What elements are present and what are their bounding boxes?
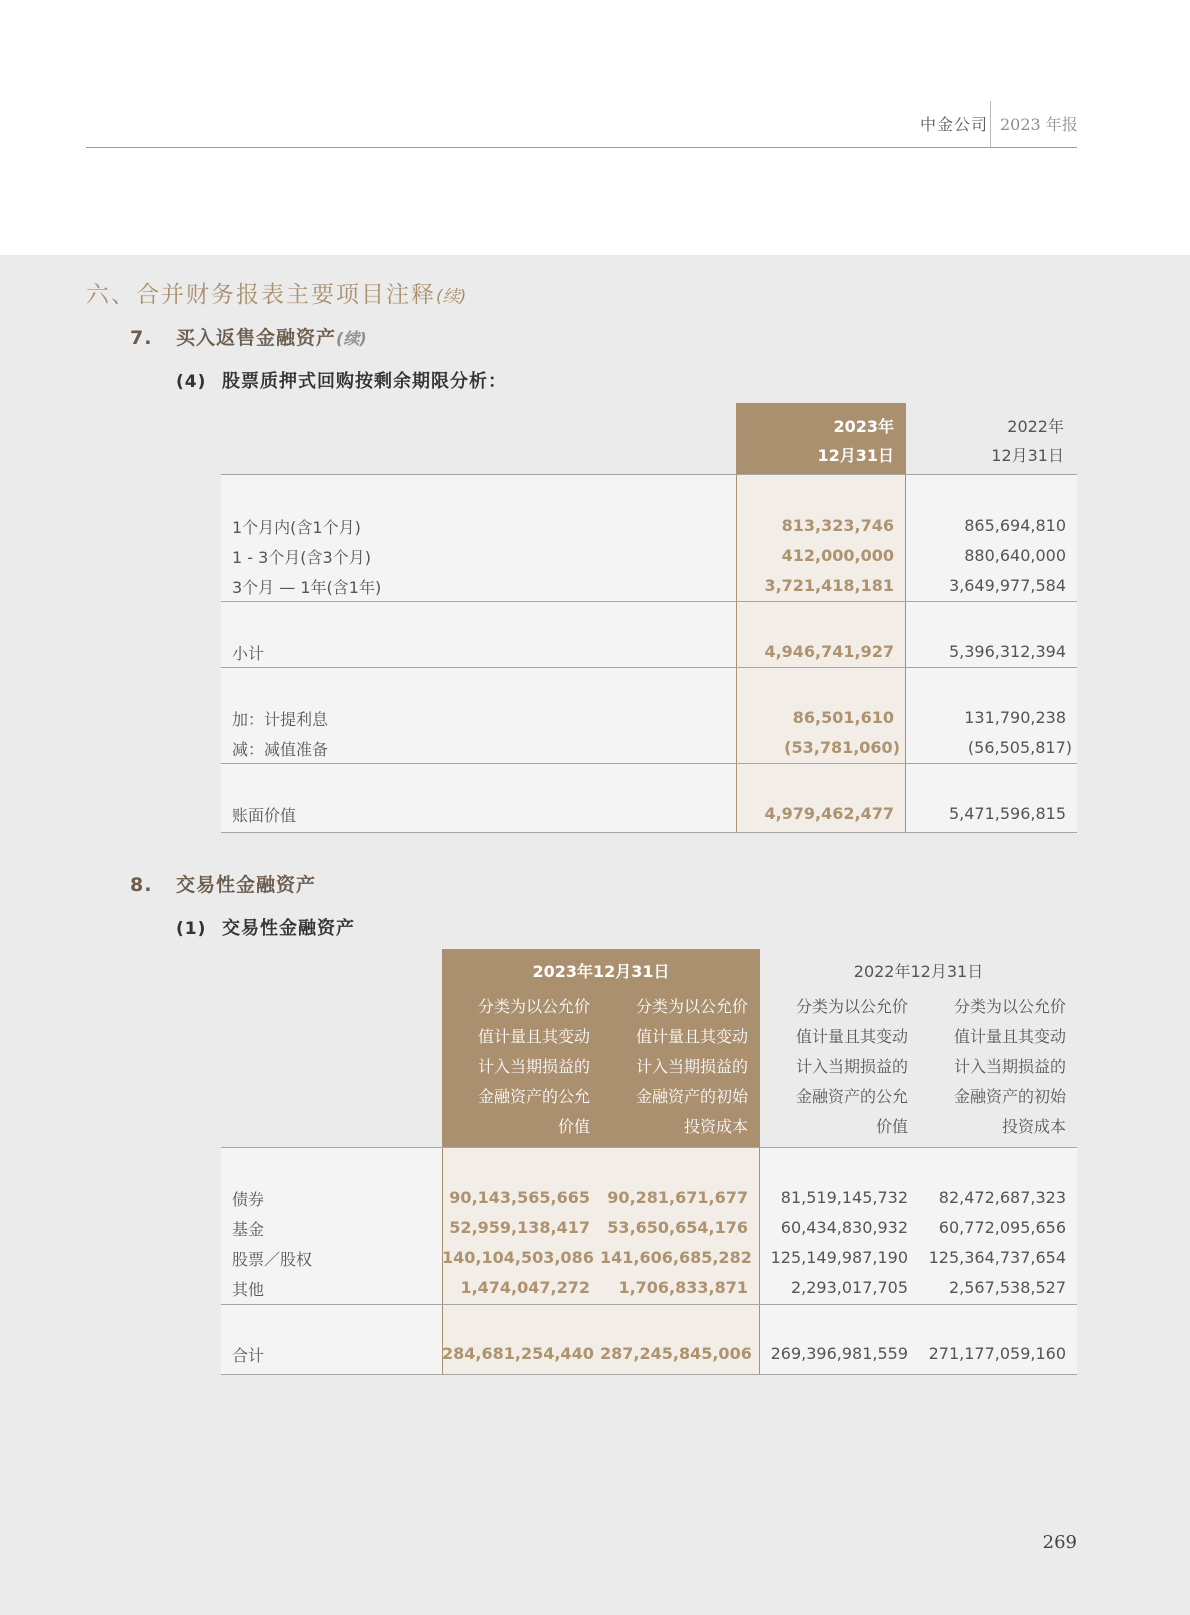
col-header-cost-2023: 分类为以公允价 (635, 997, 748, 1016)
value-2023: 412,000,000 (781, 546, 894, 565)
col-header-cost-2022: 投资成本 (1001, 1117, 1066, 1136)
col-header-cost-2023: 计入当期损益的 (635, 1057, 748, 1076)
col-header-2022-line1: 2022年 (1007, 417, 1064, 436)
cost-2023: 53,650,654,176 (607, 1218, 748, 1237)
value-2022: 131,790,238 (964, 708, 1066, 727)
col-header-2023-line1: 2023年 (833, 417, 894, 436)
value-2023: 86,501,610 (792, 708, 894, 727)
cost-2022: 271,177,059,160 (928, 1344, 1066, 1363)
table-rule (221, 1304, 1077, 1305)
table-rule (221, 667, 1077, 668)
cost-2022: 125,364,737,654 (928, 1248, 1066, 1267)
row-label: 加：计提利息 (232, 710, 329, 729)
row-label: 小计 (232, 644, 265, 663)
row-label: 基金 (232, 1220, 265, 1239)
header-report-title: 2023 年报 (1000, 115, 1078, 134)
cost-2023: 90,281,671,677 (607, 1188, 748, 1207)
note7-cont: (续) (336, 329, 367, 348)
value-2022: 880,640,000 (964, 546, 1066, 565)
row-label: 债券 (232, 1190, 265, 1209)
table-rule (221, 474, 1077, 475)
table-rule (221, 1374, 1077, 1375)
col-header-fv-2022: 计入当期损益的 (795, 1057, 908, 1076)
col-header-fv-2023: 值计量且其变动 (477, 1027, 590, 1046)
col-header-2023-line2: 12月31日 (817, 446, 894, 465)
cost-2023: 141,606,685,282 (600, 1248, 752, 1267)
value-2022: (56,505,817) (967, 738, 1072, 757)
table-rule (221, 763, 1077, 764)
note8-heading (130, 870, 316, 897)
fv-2023: 90,143,565,665 (449, 1188, 590, 1207)
cost-2022: 82,472,687,323 (938, 1188, 1066, 1207)
note7-heading (130, 323, 367, 350)
cost-2023: 287,245,845,006 (600, 1344, 752, 1363)
note8-sub-title: 交易性金融资产 (222, 918, 355, 939)
col-header-cost-2022: 计入当期损益的 (953, 1057, 1066, 1076)
row-label: 其他 (232, 1280, 265, 1299)
value-2023: 813,323,746 (781, 516, 894, 535)
col-header-cost-2022: 金融资产的初始 (953, 1087, 1066, 1106)
col-header-2022-line2: 12月31日 (991, 446, 1064, 465)
page-number: 269 (1042, 1532, 1077, 1553)
row-label: 1 - 3个月(含3个月) (232, 548, 371, 567)
col-header-fv-2022: 值计量且其变动 (795, 1027, 908, 1046)
col-header-cost-2022: 分类为以公允价 (953, 997, 1066, 1016)
row-label: 账面价值 (232, 806, 297, 825)
section-title (86, 276, 466, 309)
value-2022: 5,471,596,815 (948, 804, 1066, 823)
row-label: 合计 (232, 1346, 265, 1365)
note8-sub-heading (176, 914, 355, 940)
table-rule (221, 601, 1077, 602)
note8-number: 8. (130, 874, 153, 896)
fv-2022: 60,434,830,932 (780, 1218, 908, 1237)
fv-2022: 125,149,987,190 (770, 1248, 908, 1267)
fv-2022: 2,293,017,705 (790, 1278, 908, 1297)
value-2022: 865,694,810 (964, 516, 1066, 535)
cost-2023: 1,706,833,871 (618, 1278, 748, 1297)
note8-title: 交易性金融资产 (176, 874, 317, 896)
note8-sub-number: (1) (176, 919, 207, 939)
col-header-fv-2022: 分类为以公允价 (795, 997, 908, 1016)
value-2023: (53,781,060) (784, 738, 900, 757)
row-label: 减：减值准备 (232, 740, 329, 759)
group-header-2023: 2023年12月31日 (532, 962, 670, 981)
value-2023: 4,979,462,477 (764, 804, 894, 823)
col-header-fv-2022: 价值 (875, 1117, 908, 1136)
fv-2023: 140,104,503,086 (442, 1248, 594, 1267)
cost-2022: 2,567,538,527 (948, 1278, 1066, 1297)
note7-sub-heading (176, 367, 507, 393)
fv-2023: 1,474,047,272 (460, 1278, 590, 1297)
table-rule (221, 1147, 1077, 1148)
row-label: 1个月内(含1个月) (232, 518, 361, 537)
section-cont: (续) (436, 287, 467, 307)
col-header-cost-2022: 值计量且其变动 (953, 1027, 1066, 1046)
col-header-fv-2022: 金融资产的公允 (795, 1087, 908, 1106)
section-title-text: 六、合并财务报表主要项目注释 (86, 282, 436, 308)
value-2022: 3,649,977,584 (948, 576, 1066, 595)
value-2023: 4,946,741,927 (764, 642, 894, 661)
row-label: 3个月 — 1年(含1年) (232, 578, 382, 597)
col-header-cost-2023: 金融资产的初始 (635, 1087, 748, 1106)
table-rule (221, 832, 1077, 833)
fv-2023: 52,959,138,417 (449, 1218, 590, 1237)
col-header-fv-2023: 价值 (557, 1117, 590, 1136)
cost-2022: 60,772,095,656 (938, 1218, 1066, 1237)
header-rule (86, 147, 1077, 148)
fv-2022: 269,396,981,559 (770, 1344, 908, 1363)
value-2022: 5,396,312,394 (948, 642, 1066, 661)
col-header-fv-2023: 分类为以公允价 (477, 997, 590, 1016)
note7-sub-title: 股票质押式回购按剩余期限分析： (222, 371, 507, 392)
header-separator (990, 101, 991, 147)
value-2023: 3,721,418,181 (764, 576, 894, 595)
fv-2023: 284,681,254,440 (442, 1344, 594, 1363)
note7-number: 7. (130, 327, 153, 349)
col-header-fv-2023: 计入当期损益的 (477, 1057, 590, 1076)
group-header-2022: 2022年12月31日 (853, 962, 984, 981)
note7-title: 买入返售金融资产 (176, 327, 337, 349)
header-company: 中金公司 (919, 115, 988, 134)
col-header-cost-2023: 投资成本 (683, 1117, 748, 1136)
fv-2022: 81,519,145,732 (780, 1188, 908, 1207)
col-header-cost-2023: 值计量且其变动 (635, 1027, 748, 1046)
col-header-fv-2023: 金融资产的公允 (477, 1087, 590, 1106)
row-label: 股票／股权 (232, 1250, 313, 1269)
note7-sub-number: (4) (176, 372, 207, 392)
